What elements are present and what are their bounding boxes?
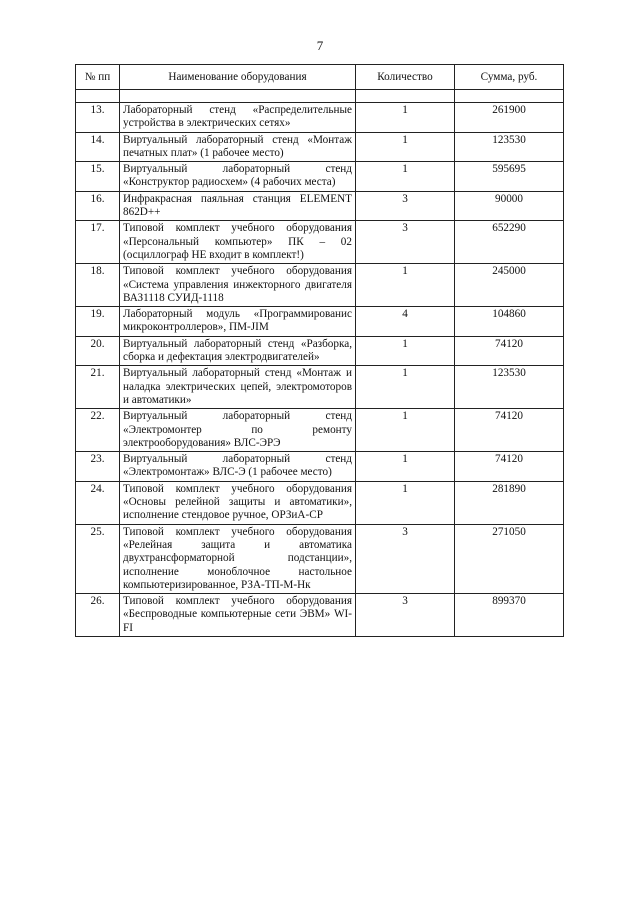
row-number: 13. [76,103,120,133]
row-sum: 595695 [455,162,564,192]
row-name: Инфракрасная паяльная станция ELEMENT 862D++ [120,191,356,221]
row-sum: 123530 [455,132,564,162]
row-quantity: 3 [356,191,455,221]
table-row [76,132,564,162]
row-number: 26. [76,594,120,637]
row-sum: 123530 [455,366,564,409]
row-number: 14. [76,132,120,162]
row-sum: 74120 [455,452,564,482]
row-quantity: 3 [356,221,455,264]
row-quantity: 1 [356,481,455,524]
table-row [76,221,564,264]
row-sum: 74120 [455,336,564,366]
header-name: Наименование оборудования [120,65,356,90]
table-row [76,336,564,366]
row-sum: 245000 [455,264,564,307]
table-row [76,594,564,637]
table-row [76,366,564,409]
row-name: Лабораторный стенд «Распределительные устройства в электрических сетях» [120,103,356,133]
row-name: Типовой комплект учебного оборудования «Система управления инжекторного двигателя ВАЗ1118 СУИД-1118 [120,264,356,307]
table-row [76,524,564,593]
table-row [76,162,564,192]
row-number: 16. [76,191,120,221]
row-quantity: 1 [356,366,455,409]
row-number: 25. [76,524,120,593]
row-number: 15. [76,162,120,192]
table-row [76,409,564,452]
row-quantity: 1 [356,452,455,482]
row-sum: 90000 [455,191,564,221]
header-sum: Сумма, руб. [455,65,564,90]
row-quantity: 3 [356,524,455,593]
row-sum: 899370 [455,594,564,637]
row-name: Виртуальный лабораторный стенд «Разборка, сборка и дефектация электродвигателей» [120,336,356,366]
row-name: Типовой комплект учебного оборудования «Беспроводные компьютерные сети ЭВМ» WI-FI [120,594,356,637]
table-header-row [76,65,564,90]
table-row [76,307,564,337]
row-number: 19. [76,307,120,337]
row-number: 21. [76,366,120,409]
row-name: Типовой комплект учебного оборудования «Релейная защита и автоматика двухтрансформаторной подстанции», исполнение моноблочное настольное компьютеризированное, РЗА-ТП-М-Нк [120,524,356,593]
row-sum: 104860 [455,307,564,337]
row-sum: 261900 [455,103,564,133]
row-sum: 652290 [455,221,564,264]
row-sum: 74120 [455,409,564,452]
row-name: Типовой комплект учебного оборудования «Персональный компьютер» ПК – 02 (осциллограф НЕ входит в комплект!) [120,221,356,264]
row-sum: 271050 [455,524,564,593]
row-name: Виртуальный лабораторный стенд «Конструктор радиосхем» (4 рабочих места) [120,162,356,192]
row-quantity: 1 [356,409,455,452]
row-quantity: 3 [356,594,455,637]
table-row [76,264,564,307]
row-name: Виртуальный лабораторный стенд «Монтаж печатных плат» (1 рабочее место) [120,132,356,162]
row-number: 24. [76,481,120,524]
row-name: Виртуальный лабораторный стенд «Электромонтаж» ВЛС-Э (1 рабочее место) [120,452,356,482]
page-number: 7 [316,38,324,53]
row-number: 17. [76,221,120,264]
row-quantity: 1 [356,336,455,366]
row-quantity: 1 [356,103,455,133]
row-name: Виртуальный лабораторный стенд «Монтаж и наладка электрических цепей, электромоторов и автоматики» [120,366,356,409]
row-name: Типовой комплект учебного оборудования «Основы релейной защиты и автоматики», исполнение стендовое ручное, ОРЗиА-СР [120,481,356,524]
row-name: Виртуальный лабораторный стенд «Электромонтер по ремонту электрооборудования» ВЛС-ЭРЭ [120,409,356,452]
row-name: Лабораторный модуль «Программированис микроконтроллеров», ПМ-JIM [120,307,356,337]
row-number: 20. [76,336,120,366]
header-num: № пп [76,65,120,90]
row-quantity: 1 [356,162,455,192]
row-number: 22. [76,409,120,452]
table-spacer-row [76,90,564,103]
equipment-table [75,64,564,637]
header-qty: Количество [356,65,455,90]
table-row [76,191,564,221]
row-number: 18. [76,264,120,307]
row-number: 23. [76,452,120,482]
row-quantity: 1 [356,132,455,162]
row-quantity: 1 [356,264,455,307]
row-sum: 281890 [455,481,564,524]
table-row [76,452,564,482]
table-row [76,481,564,524]
table-row [76,103,564,133]
row-quantity: 4 [356,307,455,337]
